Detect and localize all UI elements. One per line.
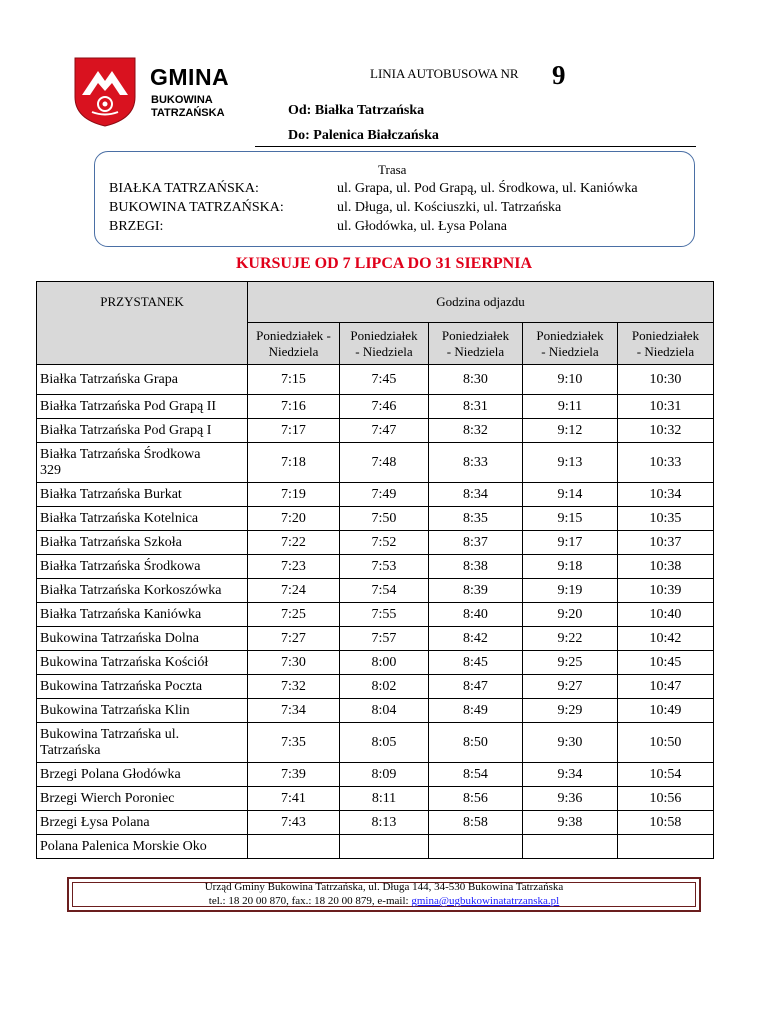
stop-column-header: PRZYSTANEK (37, 282, 248, 365)
departure-time: 8:56 (429, 787, 523, 811)
departure-time: 7:15 (248, 365, 340, 395)
table-row (37, 419, 714, 443)
departure-time: 9:15 (523, 507, 618, 531)
route-town-bialka: BIAŁKA TATRZAŃSKA: (109, 181, 259, 196)
stop-name: Bukowina Tatrzańska Klin (37, 699, 248, 723)
stop-name: Białka Tatrzańska Burkat (37, 483, 248, 507)
departure-time: 9:10 (523, 365, 618, 395)
departure-time: 8:34 (429, 483, 523, 507)
departure-time: 7:45 (340, 365, 429, 395)
departure-time: 10:39 (618, 579, 714, 603)
departure-time: 7:32 (248, 675, 340, 699)
day-header: Poniedziałek - Niedziela (340, 323, 429, 365)
departure-time: 7:41 (248, 787, 340, 811)
route-town-bukowina: BUKOWINA TATRZAŃSKA: (109, 200, 284, 215)
departure-time: 10:33 (618, 443, 714, 483)
table-row (37, 811, 714, 835)
departure-time: 8:30 (429, 365, 523, 395)
departure-time: 10:58 (618, 811, 714, 835)
stop-name: Białka Tatrzańska Pod Grapą I (37, 419, 248, 443)
departure-time: 8:38 (429, 555, 523, 579)
stop-name: Białka Tatrzańska Korkoszówka (37, 579, 248, 603)
table-row (37, 507, 714, 531)
departure-time: 7:48 (340, 443, 429, 483)
route-streets-brzegi: ul. Głodówka, ul. Łysa Polana (337, 219, 507, 234)
stop-name: Białka Tatrzańska Szkoła (37, 531, 248, 555)
departure-time: 10:49 (618, 699, 714, 723)
departure-time: 9:30 (523, 723, 618, 763)
logo-title: GMINA (150, 64, 230, 90)
route-streets-bialka: ul. Grapa, ul. Pod Grapą, ul. Środkowa, ul. Kaniówka (337, 181, 638, 196)
departure-time: 8:58 (429, 811, 523, 835)
departure-time: 10:40 (618, 603, 714, 627)
stop-name: Białka Tatrzańska Kaniówka (37, 603, 248, 627)
day-header: Poniedziałek - Niedziela (523, 323, 618, 365)
route-from: Od: Białka Tatrzańska (288, 103, 425, 118)
departure-time: 9:34 (523, 763, 618, 787)
table-row (37, 531, 714, 555)
departure-time: 8:11 (340, 787, 429, 811)
departure-time: 7:39 (248, 763, 340, 787)
departure-time-header: Godzina odjazdu (248, 282, 714, 323)
day-header: Poniedziałek - Niedziela (618, 323, 714, 365)
departure-time: 7:34 (248, 699, 340, 723)
route-title: Trasa (378, 162, 407, 177)
departure-time: 10:54 (618, 763, 714, 787)
departure-time: 7:23 (248, 555, 340, 579)
departure-time: 9:11 (523, 395, 618, 419)
departure-time: 10:47 (618, 675, 714, 699)
departure-time: 7:16 (248, 395, 340, 419)
stop-name: Bukowina Tatrzańska Dolna (37, 627, 248, 651)
stop-name: Brzegi Łysa Polana (37, 811, 248, 835)
departure-time: 7:18 (248, 443, 340, 483)
departure-time: 10:42 (618, 627, 714, 651)
table-row (37, 675, 714, 699)
departure-time: 7:17 (248, 419, 340, 443)
departure-time: 8:02 (340, 675, 429, 699)
departure-time: 8:39 (429, 579, 523, 603)
departure-time: 8:37 (429, 531, 523, 555)
departure-time: 9:19 (523, 579, 618, 603)
departure-time: 8:47 (429, 675, 523, 699)
departure-time: 8:04 (340, 699, 429, 723)
table-row (37, 787, 714, 811)
footer-email-link[interactable]: gmina@ugbukowinatatrzanska.pl (411, 895, 560, 907)
departure-time: 7:54 (340, 579, 429, 603)
coat-of-arms-logo (74, 57, 136, 127)
stop-name: Białka Tatrzańska Grapa (37, 365, 248, 395)
departure-time: 8:13 (340, 811, 429, 835)
stop-name: Polana Palenica Morskie Oko (37, 835, 248, 859)
departure-time: 10:38 (618, 555, 714, 579)
departure-time: 9:12 (523, 419, 618, 443)
line-number: 9 (552, 60, 566, 90)
departure-time: 9:18 (523, 555, 618, 579)
departure-time: 10:32 (618, 419, 714, 443)
day-header: Poniedziałek - Niedziela (429, 323, 523, 365)
departure-time (429, 835, 523, 859)
table-row (37, 835, 714, 859)
stop-name: Bukowina Tatrzańska ul. Tatrzańska (37, 723, 248, 763)
departure-time: 8:33 (429, 443, 523, 483)
departure-time: 8:05 (340, 723, 429, 763)
stop-name: Białka Tatrzańska Pod Grapą II (37, 395, 248, 419)
stop-name: Brzegi Wierch Poroniec (37, 787, 248, 811)
departure-time: 7:43 (248, 811, 340, 835)
stop-name: Białka Tatrzańska Środkowa (37, 555, 248, 579)
route-town-brzegi: BRZEGI: (109, 219, 164, 234)
departure-time: 10:31 (618, 395, 714, 419)
departure-time: 7:35 (248, 723, 340, 763)
departure-time: 8:31 (429, 395, 523, 419)
departure-time: 7:46 (340, 395, 429, 419)
table-row (37, 651, 714, 675)
departure-time: 9:27 (523, 675, 618, 699)
header-divider (255, 146, 696, 147)
departure-time: 7:49 (340, 483, 429, 507)
departure-time (248, 835, 340, 859)
departure-time: 9:29 (523, 699, 618, 723)
departure-time: 7:52 (340, 531, 429, 555)
departure-time: 7:19 (248, 483, 340, 507)
departure-time: 8:32 (429, 419, 523, 443)
departure-time: 8:45 (429, 651, 523, 675)
departure-time: 9:22 (523, 627, 618, 651)
departure-time: 9:38 (523, 811, 618, 835)
table-row (37, 555, 714, 579)
stop-name: Brzegi Polana Głodówka (37, 763, 248, 787)
table-row (37, 483, 714, 507)
departure-time: 8:00 (340, 651, 429, 675)
route-streets-bukowina: ul. Długa, ul. Kościuszki, ul. Tatrzańska (337, 200, 562, 215)
table-row (37, 603, 714, 627)
departure-time: 7:50 (340, 507, 429, 531)
footer-phone-fax: tel.: 18 20 00 870, fax.: 18 20 00 879, e-mail: (208, 895, 412, 907)
table-row (37, 395, 714, 419)
departure-time: 7:20 (248, 507, 340, 531)
timetable (36, 281, 714, 859)
departure-time: 7:53 (340, 555, 429, 579)
departure-time: 7:27 (248, 627, 340, 651)
table-row (37, 627, 714, 651)
departure-time: 10:50 (618, 723, 714, 763)
departure-time: 7:55 (340, 603, 429, 627)
departure-time: 8:50 (429, 723, 523, 763)
stop-name: Białka Tatrzańska Środkowa 329 (37, 443, 248, 483)
table-row (37, 365, 714, 395)
departure-time: 8:09 (340, 763, 429, 787)
departure-time (618, 835, 714, 859)
departure-time (523, 835, 618, 859)
departure-time: 9:17 (523, 531, 618, 555)
departure-time: 8:49 (429, 699, 523, 723)
departure-time: 9:13 (523, 443, 618, 483)
departure-time: 7:30 (248, 651, 340, 675)
departure-time: 8:35 (429, 507, 523, 531)
stop-name: Bukowina Tatrzańska Kościół (37, 651, 248, 675)
stop-name: Bukowina Tatrzańska Poczta (37, 675, 248, 699)
departure-time: 10:34 (618, 483, 714, 507)
departure-time: 7:47 (340, 419, 429, 443)
departure-time (340, 835, 429, 859)
footer-address: Urząd Gminy Bukowina Tatrzańska, ul. Długa 144, 34-530 Bukowina Tatrzańska (204, 881, 564, 893)
day-header: Poniedziałek - Niedziela (248, 323, 340, 365)
logo-subtitle-1: BUKOWINA (151, 94, 213, 106)
stop-name: Białka Tatrzańska Kotelnica (37, 507, 248, 531)
departure-time: 7:57 (340, 627, 429, 651)
departure-time: 10:35 (618, 507, 714, 531)
departure-time: 9:20 (523, 603, 618, 627)
departure-time: 10:37 (618, 531, 714, 555)
departure-time: 10:30 (618, 365, 714, 395)
departure-time: 10:45 (618, 651, 714, 675)
footer-contact (67, 895, 701, 907)
departure-time: 7:24 (248, 579, 340, 603)
table-row (37, 699, 714, 723)
departure-time: 7:25 (248, 603, 340, 627)
table-row (37, 579, 714, 603)
line-label: LINIA AUTOBUSOWA NR (370, 66, 519, 81)
table-row (37, 723, 714, 763)
table-row (37, 763, 714, 787)
departure-time: 8:54 (429, 763, 523, 787)
logo-subtitle-2: TATRZAŃSKA (151, 107, 225, 119)
departure-time: 9:14 (523, 483, 618, 507)
route-to: Do: Palenica Białczańska (288, 128, 439, 143)
departure-time: 8:40 (429, 603, 523, 627)
departure-time: 8:42 (429, 627, 523, 651)
departure-time: 9:36 (523, 787, 618, 811)
departure-time: 7:22 (248, 531, 340, 555)
service-period-notice: KURSUJE OD 7 LIPCA DO 31 SIERPNIA (235, 255, 533, 272)
table-row (37, 443, 714, 483)
departure-time: 10:56 (618, 787, 714, 811)
departure-time: 9:25 (523, 651, 618, 675)
